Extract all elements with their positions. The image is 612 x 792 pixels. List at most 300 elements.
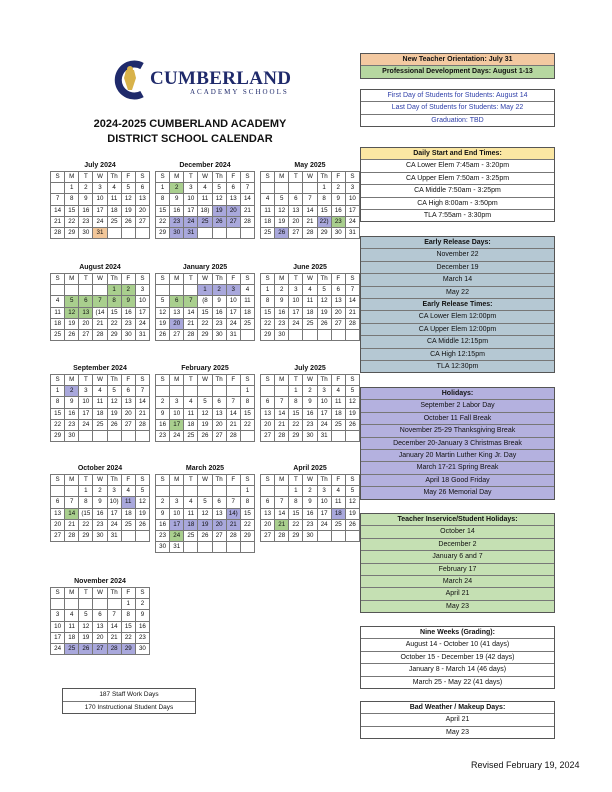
day-cell: 25 bbox=[303, 318, 317, 329]
day-cell: 14 bbox=[345, 296, 359, 307]
day-cell: 3 bbox=[170, 397, 184, 408]
day-cell: 16 bbox=[65, 408, 79, 419]
early-release-times-heading: Early Release Times: bbox=[361, 299, 554, 311]
day-cell: 10 bbox=[170, 408, 184, 419]
day-cell: 30 bbox=[93, 530, 107, 541]
day-cell: 5 bbox=[107, 386, 121, 397]
day-cell: 26 bbox=[156, 329, 170, 340]
day-cell: 18 bbox=[93, 408, 107, 419]
weekday-header: T bbox=[289, 172, 303, 183]
weekday-header: T bbox=[79, 588, 93, 599]
day-cell: 2 bbox=[331, 183, 345, 194]
day-cell: 10) bbox=[107, 497, 121, 508]
weekday-header: M bbox=[170, 172, 184, 183]
day-cell bbox=[184, 386, 198, 397]
day-cell bbox=[79, 430, 93, 441]
day-cell: 24 bbox=[289, 318, 303, 329]
day-cell: 21 bbox=[275, 519, 289, 530]
day-cell: 23 bbox=[303, 419, 317, 430]
day-cell: 20 bbox=[212, 419, 226, 430]
day-cell: 19 bbox=[345, 508, 359, 519]
day-cell: 22 bbox=[51, 419, 65, 430]
day-cell: 8 bbox=[79, 497, 93, 508]
day-cell: 6 bbox=[212, 497, 226, 508]
day-cell: 15 bbox=[240, 408, 254, 419]
day-cell bbox=[184, 542, 198, 553]
day-cell: 18 bbox=[121, 508, 135, 519]
day-cell: 31 bbox=[93, 227, 107, 238]
day-cell bbox=[198, 486, 212, 497]
day-cell: 14 bbox=[107, 621, 121, 632]
month-calendar bbox=[260, 262, 360, 341]
day-cell: 23 bbox=[303, 519, 317, 530]
day-cell: 21 bbox=[65, 519, 79, 530]
day-cell: 29 bbox=[156, 227, 170, 238]
pd-days-item: Professional Development Days: August 1-13 bbox=[361, 66, 554, 77]
day-cell: 21 bbox=[303, 216, 317, 227]
day-cell: 5 bbox=[65, 296, 79, 307]
weekday-header: S bbox=[51, 475, 65, 486]
early-release-day: November 22 bbox=[361, 249, 554, 261]
weekday-header: Th bbox=[107, 588, 121, 599]
inservice-item: December 2 bbox=[361, 539, 554, 551]
nine-weeks-box bbox=[360, 626, 555, 689]
weekday-header: T bbox=[184, 274, 198, 285]
day-cell: 11 bbox=[184, 508, 198, 519]
day-cell bbox=[170, 285, 184, 296]
day-cell: 1 bbox=[107, 285, 121, 296]
day-cell: 22 bbox=[121, 632, 135, 643]
day-cell bbox=[135, 430, 149, 441]
early-release-day: March 14 bbox=[361, 274, 554, 286]
day-cell: 26 bbox=[107, 419, 121, 430]
day-cell: 28 bbox=[275, 530, 289, 541]
day-cell: 19 bbox=[317, 307, 331, 318]
weekday-header: T bbox=[79, 375, 93, 386]
day-cell: 21 bbox=[226, 419, 240, 430]
day-cell: 25 bbox=[107, 216, 121, 227]
day-cell: 26 bbox=[212, 216, 226, 227]
day-cell: 20 bbox=[226, 205, 240, 216]
day-cell: 26 bbox=[79, 643, 93, 654]
weekday-header: W bbox=[93, 172, 107, 183]
day-cell: 9 bbox=[135, 610, 149, 621]
day-cell: 7 bbox=[226, 397, 240, 408]
day-cell: 6 bbox=[226, 183, 240, 194]
day-cell: 9 bbox=[275, 296, 289, 307]
day-cell: 21 bbox=[275, 419, 289, 430]
weekday-header: S bbox=[135, 588, 149, 599]
day-cell: 5 bbox=[121, 183, 135, 194]
day-cell: 17 bbox=[317, 408, 331, 419]
early-release-heading: Early Release Days: bbox=[361, 237, 554, 249]
day-cell: 1 bbox=[289, 386, 303, 397]
weekday-header: W bbox=[303, 475, 317, 486]
day-cell: 30 bbox=[275, 329, 289, 340]
inservice-item: January 6 and 7 bbox=[361, 551, 554, 563]
month-calendar bbox=[50, 463, 150, 542]
day-cell: 31 bbox=[184, 227, 198, 238]
daily-time-item: CA Upper Elem 7:50am - 3:25pm bbox=[361, 173, 554, 185]
day-cell: 21 bbox=[93, 318, 107, 329]
day-cell: 1 bbox=[261, 285, 275, 296]
day-cell bbox=[93, 599, 107, 610]
day-cell: 2 bbox=[303, 386, 317, 397]
day-cell bbox=[121, 430, 135, 441]
day-cell: 30 bbox=[65, 430, 79, 441]
nine-weeks-heading: Nine Weeks (Grading): bbox=[361, 627, 554, 639]
weekday-header: S bbox=[345, 172, 359, 183]
weekday-header: W bbox=[303, 274, 317, 285]
day-cell bbox=[156, 486, 170, 497]
weekday-header: M bbox=[65, 588, 79, 599]
day-cell: 29 bbox=[289, 530, 303, 541]
day-cell: 1 bbox=[121, 599, 135, 610]
day-cell: 18 bbox=[51, 318, 65, 329]
day-cell bbox=[184, 285, 198, 296]
day-cell: 3 bbox=[107, 486, 121, 497]
weekday-header: T bbox=[184, 375, 198, 386]
month-calendar bbox=[50, 576, 150, 655]
day-cell: 27 bbox=[289, 227, 303, 238]
early-release-time: CA Upper Elem 12:00pm bbox=[361, 324, 554, 336]
day-cell: 10 bbox=[79, 397, 93, 408]
day-cell: 11 bbox=[93, 397, 107, 408]
day-cell: 31 bbox=[170, 542, 184, 553]
day-cell: 18 bbox=[261, 216, 275, 227]
day-cell: 15 bbox=[261, 307, 275, 318]
weekday-header: S bbox=[345, 475, 359, 486]
day-cell: 20 bbox=[79, 318, 93, 329]
day-cell: 4 bbox=[65, 610, 79, 621]
daily-times-heading: Daily Start and End Times: bbox=[361, 148, 554, 160]
day-cell: 16 bbox=[170, 205, 184, 216]
day-cell: 11 bbox=[51, 307, 65, 318]
day-cell: 3 bbox=[226, 285, 240, 296]
day-cell bbox=[240, 329, 254, 340]
weekday-header: S bbox=[261, 475, 275, 486]
day-cell: 30 bbox=[79, 227, 93, 238]
day-cell bbox=[107, 227, 121, 238]
weather-item: May 23 bbox=[446, 728, 469, 736]
day-cell: 26 bbox=[65, 329, 79, 340]
weekday-header: T bbox=[184, 172, 198, 183]
day-cell bbox=[156, 386, 170, 397]
first-last-box bbox=[360, 89, 555, 127]
day-cell: 30 bbox=[135, 643, 149, 654]
day-cell: 16 bbox=[93, 508, 107, 519]
day-cell: 29 bbox=[121, 643, 135, 654]
weekday-header: Th bbox=[317, 274, 331, 285]
day-cell: 27 bbox=[51, 530, 65, 541]
day-cell bbox=[170, 486, 184, 497]
day-cell: 17 bbox=[317, 508, 331, 519]
day-cell: 15 bbox=[317, 205, 331, 216]
day-cell: 25 bbox=[331, 519, 345, 530]
day-cell: 10 bbox=[289, 296, 303, 307]
day-cell: 24 bbox=[170, 530, 184, 541]
day-cell: 20 bbox=[170, 318, 184, 329]
day-cell: 6 bbox=[212, 397, 226, 408]
day-cell bbox=[121, 530, 135, 541]
inservice-item: May 23 bbox=[361, 601, 554, 612]
day-cell: 13 bbox=[261, 508, 275, 519]
day-cell bbox=[289, 329, 303, 340]
weekday-header: S bbox=[261, 172, 275, 183]
day-cell: 12 bbox=[345, 397, 359, 408]
day-cell: 30 bbox=[212, 329, 226, 340]
day-cell: 15 bbox=[121, 621, 135, 632]
day-cell: 9 bbox=[303, 397, 317, 408]
weekday-header: S bbox=[240, 172, 254, 183]
day-cell: 13 bbox=[135, 194, 149, 205]
weekday-header: F bbox=[331, 274, 345, 285]
day-cell: 3 bbox=[51, 610, 65, 621]
day-cell bbox=[212, 227, 226, 238]
weekday-header: F bbox=[331, 172, 345, 183]
day-cell: 15 bbox=[107, 307, 121, 318]
inservice-box bbox=[360, 513, 555, 613]
day-cell: 31 bbox=[317, 430, 331, 441]
day-cell: 19 bbox=[212, 205, 226, 216]
weekday-header: S bbox=[51, 274, 65, 285]
day-cell: 30 bbox=[156, 542, 170, 553]
day-cell: 22 bbox=[240, 419, 254, 430]
day-cell: 4 bbox=[331, 386, 345, 397]
day-cell: 4 bbox=[51, 296, 65, 307]
day-cell bbox=[240, 542, 254, 553]
month-name: September 2024 bbox=[73, 365, 127, 372]
day-cell: 13 bbox=[121, 397, 135, 408]
weekday-header: M bbox=[275, 172, 289, 183]
day-cell bbox=[51, 486, 65, 497]
day-cell: 7 bbox=[240, 183, 254, 194]
day-cell: 21 bbox=[135, 408, 149, 419]
day-cell: 16 bbox=[212, 307, 226, 318]
day-cell: 22 bbox=[240, 519, 254, 530]
weekday-header: W bbox=[93, 375, 107, 386]
day-cell: 8 bbox=[156, 194, 170, 205]
page-subtitle: DISTRICT SCHOOL CALENDAR bbox=[107, 133, 273, 145]
weekday-header: S bbox=[135, 172, 149, 183]
day-cell: 12 bbox=[345, 497, 359, 508]
day-cell: 9 bbox=[212, 296, 226, 307]
day-cell: 28 bbox=[93, 329, 107, 340]
day-cell: 27 bbox=[331, 318, 345, 329]
weather-heading: Bad Weather / Makeup Days: bbox=[361, 702, 554, 714]
weekday-header: F bbox=[121, 172, 135, 183]
day-cell: 17 bbox=[107, 508, 121, 519]
early-release-day: December 19 bbox=[361, 262, 554, 274]
month-name: April 2025 bbox=[293, 465, 327, 472]
holiday-item: October 11 Fall Break bbox=[361, 413, 554, 425]
holiday-item: November 25-29 Thanksgiving Break bbox=[361, 425, 554, 437]
day-cell: 28 bbox=[65, 530, 79, 541]
weekday-header: F bbox=[121, 475, 135, 486]
day-cell: 22 bbox=[289, 519, 303, 530]
nine-weeks-item: January 8 - March 14 (46 days) bbox=[361, 664, 554, 676]
day-cell bbox=[212, 386, 226, 397]
day-cell: 22) bbox=[317, 216, 331, 227]
day-cell: 16 bbox=[156, 519, 170, 530]
day-cell bbox=[107, 430, 121, 441]
weekday-header: S bbox=[345, 274, 359, 285]
orientation-item: New Teacher Orientation: July 31 bbox=[361, 54, 554, 66]
day-cell: (14 bbox=[93, 307, 107, 318]
day-cell bbox=[275, 183, 289, 194]
day-cell bbox=[345, 530, 359, 541]
day-cell: 8 bbox=[51, 397, 65, 408]
day-cell: 3 bbox=[345, 183, 359, 194]
weekday-header: S bbox=[261, 274, 275, 285]
day-cell: 25 bbox=[65, 643, 79, 654]
day-cell: 24 bbox=[345, 216, 359, 227]
day-cell: 18) bbox=[198, 205, 212, 216]
day-cell: 21 bbox=[240, 205, 254, 216]
month-name: August 2024 bbox=[79, 264, 121, 271]
day-cell: 3 bbox=[317, 486, 331, 497]
weather-item: April 21 bbox=[361, 714, 554, 726]
day-cell: 19 bbox=[345, 408, 359, 419]
day-cell: 17 bbox=[289, 307, 303, 318]
day-cell: 17 bbox=[51, 632, 65, 643]
weekday-header: Th bbox=[107, 172, 121, 183]
day-cell: 8 bbox=[107, 296, 121, 307]
day-cell: 18 bbox=[331, 508, 345, 519]
day-cell: 22 bbox=[198, 318, 212, 329]
month-name: June 2025 bbox=[293, 264, 327, 271]
day-cell: 27 bbox=[135, 216, 149, 227]
day-cell: 22 bbox=[156, 216, 170, 227]
day-cell: 11 bbox=[331, 497, 345, 508]
day-cell: 3 bbox=[135, 285, 149, 296]
orientation-box bbox=[360, 53, 555, 79]
month-calendar bbox=[155, 160, 255, 239]
day-cell: 28 bbox=[226, 430, 240, 441]
day-cell bbox=[135, 227, 149, 238]
day-cell: 4 bbox=[261, 194, 275, 205]
day-cell: 24 bbox=[317, 419, 331, 430]
day-cell: 27 bbox=[261, 530, 275, 541]
day-cell: 11 bbox=[65, 621, 79, 632]
day-cell: 29 bbox=[107, 329, 121, 340]
day-cell: 10 bbox=[317, 497, 331, 508]
weekday-header: W bbox=[303, 172, 317, 183]
day-cell: 5 bbox=[156, 296, 170, 307]
logo-name: CUMBERLAND bbox=[150, 68, 292, 89]
day-cell: 13 bbox=[261, 408, 275, 419]
weekday-header: W bbox=[303, 375, 317, 386]
day-cell: 12 bbox=[107, 397, 121, 408]
day-cell: 19 bbox=[107, 408, 121, 419]
day-cell bbox=[79, 599, 93, 610]
day-cell: 27 bbox=[93, 643, 107, 654]
day-cell: 5 bbox=[198, 397, 212, 408]
day-cell: 17 bbox=[345, 205, 359, 216]
holiday-item: May 26 Memorial Day bbox=[361, 487, 554, 498]
day-cell: 1 bbox=[79, 486, 93, 497]
day-cell: 16 bbox=[303, 408, 317, 419]
day-cell: 4 bbox=[93, 386, 107, 397]
nine-weeks-item: March 25 - May 22 (41 days) bbox=[412, 678, 503, 686]
day-cell: 14 bbox=[240, 194, 254, 205]
day-cell: 12 bbox=[156, 307, 170, 318]
day-cell: 26 bbox=[198, 430, 212, 441]
day-cell: 4 bbox=[331, 486, 345, 497]
day-cell: 14 bbox=[275, 408, 289, 419]
day-cell: 27 bbox=[212, 530, 226, 541]
day-cell: 16 bbox=[303, 508, 317, 519]
day-cell: 16 bbox=[156, 419, 170, 430]
day-cell: 6 bbox=[331, 285, 345, 296]
day-cell: 1 bbox=[317, 183, 331, 194]
day-cell: (8 bbox=[198, 296, 212, 307]
day-cell: 31 bbox=[107, 530, 121, 541]
day-cell: 18 bbox=[65, 632, 79, 643]
day-cell: 16 bbox=[275, 307, 289, 318]
day-cell: 15 bbox=[198, 307, 212, 318]
day-cell: 15 bbox=[51, 408, 65, 419]
day-cell: 23 bbox=[275, 318, 289, 329]
day-cell: 9 bbox=[79, 194, 93, 205]
day-cell: 30 bbox=[121, 329, 135, 340]
day-cell: 10 bbox=[345, 194, 359, 205]
day-cell: 8 bbox=[240, 397, 254, 408]
day-cell: 21 bbox=[51, 216, 65, 227]
day-cell: 23 bbox=[93, 519, 107, 530]
day-cell bbox=[331, 530, 345, 541]
weekday-header: Th bbox=[212, 375, 226, 386]
weekday-header: S bbox=[156, 475, 170, 486]
day-cell: 12 bbox=[65, 307, 79, 318]
day-cell: 8 bbox=[65, 194, 79, 205]
day-cell: 23 bbox=[65, 419, 79, 430]
daily-time-item: TLA 7:55am - 3:30pm bbox=[423, 211, 492, 219]
day-cell bbox=[198, 542, 212, 553]
day-cell: 3 bbox=[289, 285, 303, 296]
day-cell: 11 bbox=[184, 408, 198, 419]
day-cell: 10 bbox=[317, 397, 331, 408]
day-cell: 7 bbox=[275, 497, 289, 508]
day-cell: 14 bbox=[184, 307, 198, 318]
school-emblem-icon bbox=[112, 60, 148, 100]
day-cell: 13 bbox=[170, 307, 184, 318]
weekday-header: Th bbox=[212, 475, 226, 486]
day-cell bbox=[240, 430, 254, 441]
holidays-heading: Holidays: bbox=[361, 388, 554, 400]
weekday-header: T bbox=[79, 172, 93, 183]
day-cell: 27 bbox=[170, 329, 184, 340]
day-cell: 23 bbox=[212, 318, 226, 329]
day-cell: 20 bbox=[93, 632, 107, 643]
day-cell: 9 bbox=[93, 497, 107, 508]
day-cell: 6 bbox=[289, 194, 303, 205]
weekday-header: S bbox=[51, 172, 65, 183]
day-cell: 21 bbox=[345, 307, 359, 318]
day-cell: 4 bbox=[184, 497, 198, 508]
day-cell: 7 bbox=[65, 497, 79, 508]
day-cell: 29 bbox=[198, 329, 212, 340]
day-cell: 17 bbox=[79, 408, 93, 419]
day-cell: 25 bbox=[240, 318, 254, 329]
weekday-header: S bbox=[135, 375, 149, 386]
day-cell: 11 bbox=[331, 397, 345, 408]
graduation-item: Graduation: TBD bbox=[431, 116, 484, 124]
day-cell: 25 bbox=[184, 530, 198, 541]
day-cell: 22 bbox=[107, 318, 121, 329]
day-cell: 26 bbox=[275, 227, 289, 238]
month-name: May 2025 bbox=[294, 162, 326, 169]
